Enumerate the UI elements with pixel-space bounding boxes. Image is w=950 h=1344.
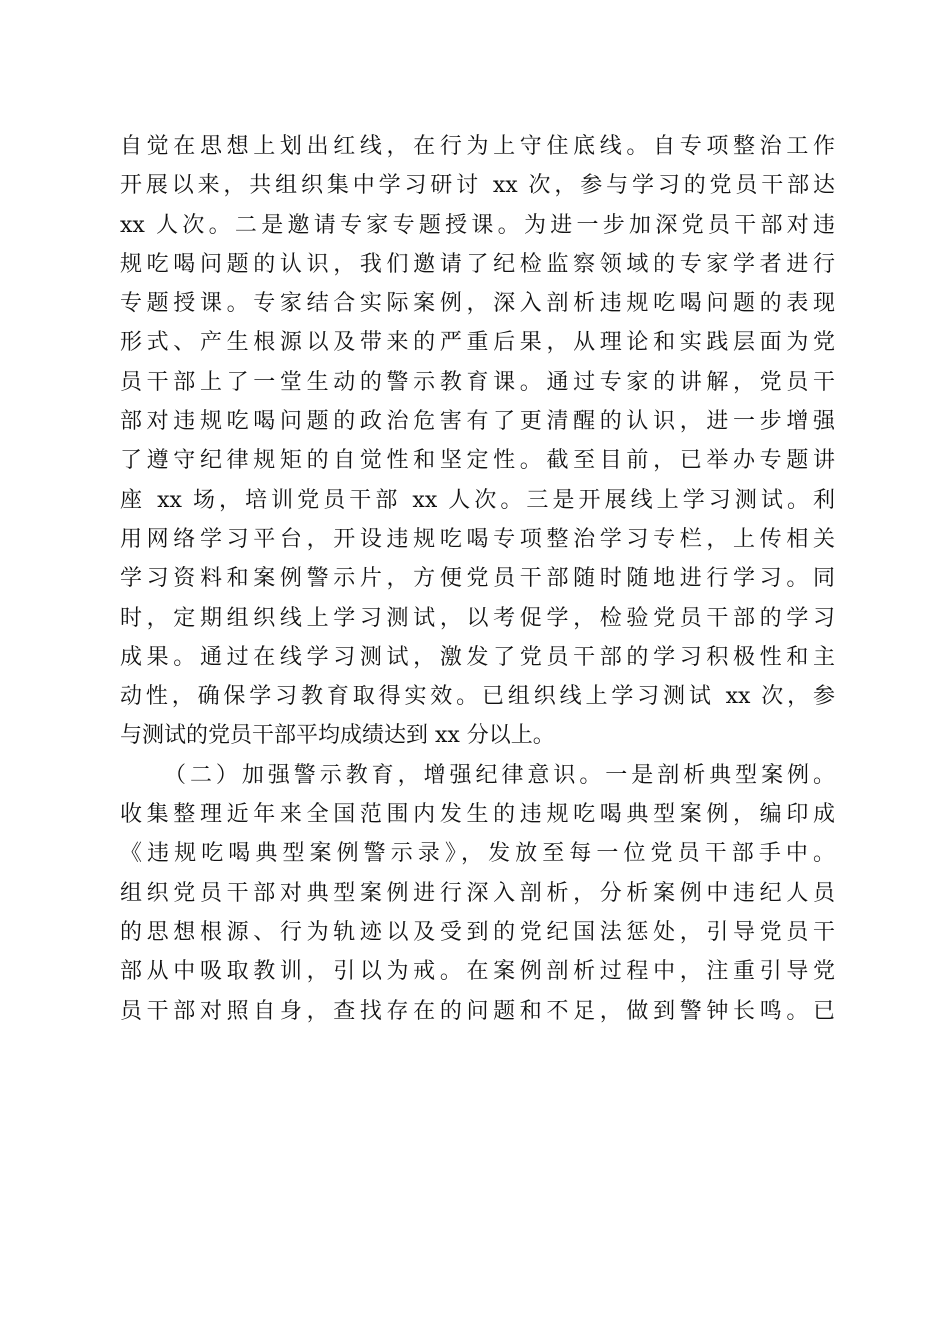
text-line: 收集整理近年来全国范围内发生的违规吃喝典型案例，编印成 (120, 802, 835, 828)
text-line: 的思想根源、行为轨迹以及受到的党纪国法惩处，引导党员干 (120, 919, 835, 945)
text-line: 开展以来，共组织集中学习研讨 xx 次，参与学习的党员干部达 (120, 173, 835, 199)
text-line: 座 xx 场，培训党员干部 xx 人次。三是开展线上学习测试。利 (120, 487, 835, 513)
section-heading-line: （二）加强警示教育，增强纪律意识。一是剖析典型案例。 (164, 762, 835, 788)
text-line: xx 人次。二是邀请专家专题授课。为进一步加深党员干部对违 (120, 212, 835, 238)
paragraph-1 (120, 127, 835, 756)
text-line: 时，定期组织线上学习测试，以考促学，检验党员干部的学习 (120, 605, 835, 631)
text-line: 成果。通过在线学习测试，激发了党员干部的学习积极性和主 (120, 644, 835, 670)
text-line: 员干部上了一堂生动的警示教育课。通过专家的讲解，党员干 (120, 369, 835, 395)
text-line: 了遵守纪律规矩的自觉性和坚定性。截至目前，已举办专题讲 (120, 448, 835, 474)
text-line: 形式、产生根源以及带来的严重后果，从理论和实践层面为党 (120, 330, 835, 356)
text-line: 用网络学习平台，开设违规吃喝专项整治学习专栏，上传相关 (120, 526, 835, 552)
paragraph-2 (120, 756, 835, 1031)
text-line: 学习资料和案例警示片，方便党员干部随时随地进行学习。同 (120, 566, 835, 592)
text-line: 部对违规吃喝问题的政治危害有了更清醒的认识，进一步增强 (120, 409, 835, 435)
text-line: 员干部对照自身，查找存在的问题和不足，做到警钟长鸣。已 (120, 998, 835, 1024)
text-line: 部从中吸取教训，引以为戒。在案例剖析过程中，注重引导党 (120, 959, 835, 985)
text-line: 规吃喝问题的认识，我们邀请了纪检监察领域的专家学者进行 (120, 251, 835, 277)
document-body (120, 127, 835, 1031)
text-line: 自觉在思想上划出红线，在行为上守住底线。自专项整治工作 (120, 134, 835, 159)
text-line: 专题授课。专家结合实际案例，深入剖析违规吃喝问题的表现 (120, 291, 835, 317)
text-line: 与测试的党员干部平均成绩达到 xx 分以上。 (120, 723, 555, 749)
text-line: 组织党员干部对典型案例进行深入剖析，分析案例中违纪人员 (120, 880, 835, 906)
text-line: 《违规吃喝典型案例警示录》，发放至每一位党员干部手中。 (120, 841, 835, 867)
text-line: 动性，确保学习教育取得实效。已组织线上学习测试 xx 次，参 (120, 684, 835, 710)
